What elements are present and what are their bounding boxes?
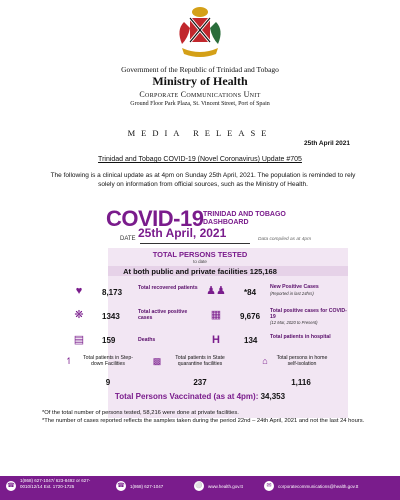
stepdown-label: Total patients in Step-down Facilities xyxy=(83,355,133,367)
recovered-label: Total recovered patients xyxy=(138,285,198,291)
calendar-icon: ▦ xyxy=(210,309,222,321)
dashboard-subtitle-label: DASHBOARD xyxy=(203,219,249,226)
date-underline xyxy=(140,243,250,244)
hospital-value: 134 xyxy=(244,336,258,345)
stepdown-value: 9 xyxy=(105,378,111,387)
email-icon: ✉ xyxy=(264,481,274,491)
tested-subheading: to date xyxy=(193,259,207,264)
phone-icon-2: ☎ xyxy=(117,483,125,489)
coat-of-arms-icon xyxy=(170,4,230,62)
vaccinated-value: 34,353 xyxy=(260,392,286,401)
government-line: Government of the Republic of Trinidad and Tobago xyxy=(121,65,279,74)
home-icon: ⌂ xyxy=(262,356,268,366)
hospital-icon: H xyxy=(212,334,220,346)
vaccinated-label: Total Persons Vaccinated (as at 4pm): xyxy=(114,392,259,401)
tested-heading: TOTAL PERSONS TESTED xyxy=(152,250,248,259)
self-isolation-value: 1,116 xyxy=(291,378,311,387)
footer-phones: 1(868) 627-1047/ 623-8492 or 627-0010/12/14 Ext. 1720-1725 xyxy=(20,478,91,489)
quarantine-value: 237 xyxy=(193,378,207,387)
virus-icon: ❋ xyxy=(74,309,84,321)
total-positive-label: Total positive cases for COVID-19 xyxy=(270,308,347,320)
recovered-value: 8,173 xyxy=(102,288,123,297)
address: Ground Floor Park Plaza, St. Vincent Street, Port of Spain xyxy=(130,101,270,107)
web-icon: ⚪ xyxy=(195,483,203,489)
people-icon: ♟♟ xyxy=(206,285,226,297)
new-cases-value: *84 xyxy=(244,288,257,297)
building-icon: ▩ xyxy=(152,356,162,366)
hospital-label: Total patients in hospital xyxy=(270,334,331,340)
dashboard-title: COVID-19 xyxy=(106,206,204,231)
note-private-tests: *Of the total number of persons tested, 58,216 were done at private facilities. xyxy=(42,410,239,416)
dashboard-subtitle-country: TRINIDAD AND TOBAGO xyxy=(203,211,286,218)
quarantine-label: Total patients in State quarantine facilities xyxy=(175,355,225,367)
footer-phone-2: 1(868) 627-1047 xyxy=(130,484,164,489)
ministry-name: Ministry of Health xyxy=(152,74,248,88)
new-cases-sub: (Reported in last 24hrs) xyxy=(270,291,314,296)
heart-icon: ♥ xyxy=(75,285,83,297)
active-label: Total active positive cases xyxy=(138,309,188,321)
media-release-heading: MEDIA RELEASE xyxy=(127,128,273,138)
intro-paragraph: The following is a clinical update as at 4pm on Sunday 25th April, 2021. The population is reminded to rely solely on information from official sources, such as the Ministry of Health. xyxy=(50,172,356,188)
release-date: 25th April 2021 xyxy=(303,140,350,147)
phone-icon: ☎ xyxy=(7,483,15,489)
facilities-total: At both public and private facilities 125,168 xyxy=(123,267,277,276)
note-samples-period: *The number of cases reported reflects the samples taken during the period 22nd – 24th April, 2021 and not the last 24 hours. xyxy=(42,418,365,424)
dashboard-date: 25th April, 2021 xyxy=(138,226,227,240)
active-value: 1343 xyxy=(102,312,120,321)
stairs-icon: ↿ xyxy=(65,356,73,366)
date-label: DATE xyxy=(120,236,136,242)
new-cases-label: New Positive Cases xyxy=(270,284,319,290)
total-positive-value: 9,676 xyxy=(240,312,261,321)
footer-email[interactable]: corporatecommunications@health.gov.tt xyxy=(278,484,359,489)
deaths-value: 159 xyxy=(102,336,116,345)
bed-icon: ▤ xyxy=(73,334,85,346)
deaths-label: Deaths xyxy=(138,337,156,343)
total-positive-sub: (12 Mar, 2020 to Present) xyxy=(270,320,318,325)
dashboard-subtitle xyxy=(203,211,286,227)
unit-name: Corporate Communications Unit xyxy=(139,90,261,99)
vaccinated-row xyxy=(0,392,400,401)
compiled-note: Data compiled as at 4pm xyxy=(258,237,312,242)
page-title: Trinidad and Tobago COVID-19 (Novel Coronavirus) Update #705 xyxy=(98,156,302,163)
self-isolation-label: Total persons in home self-isolation xyxy=(276,355,328,367)
footer-web[interactable]: www.health.gov.tt xyxy=(208,484,243,489)
